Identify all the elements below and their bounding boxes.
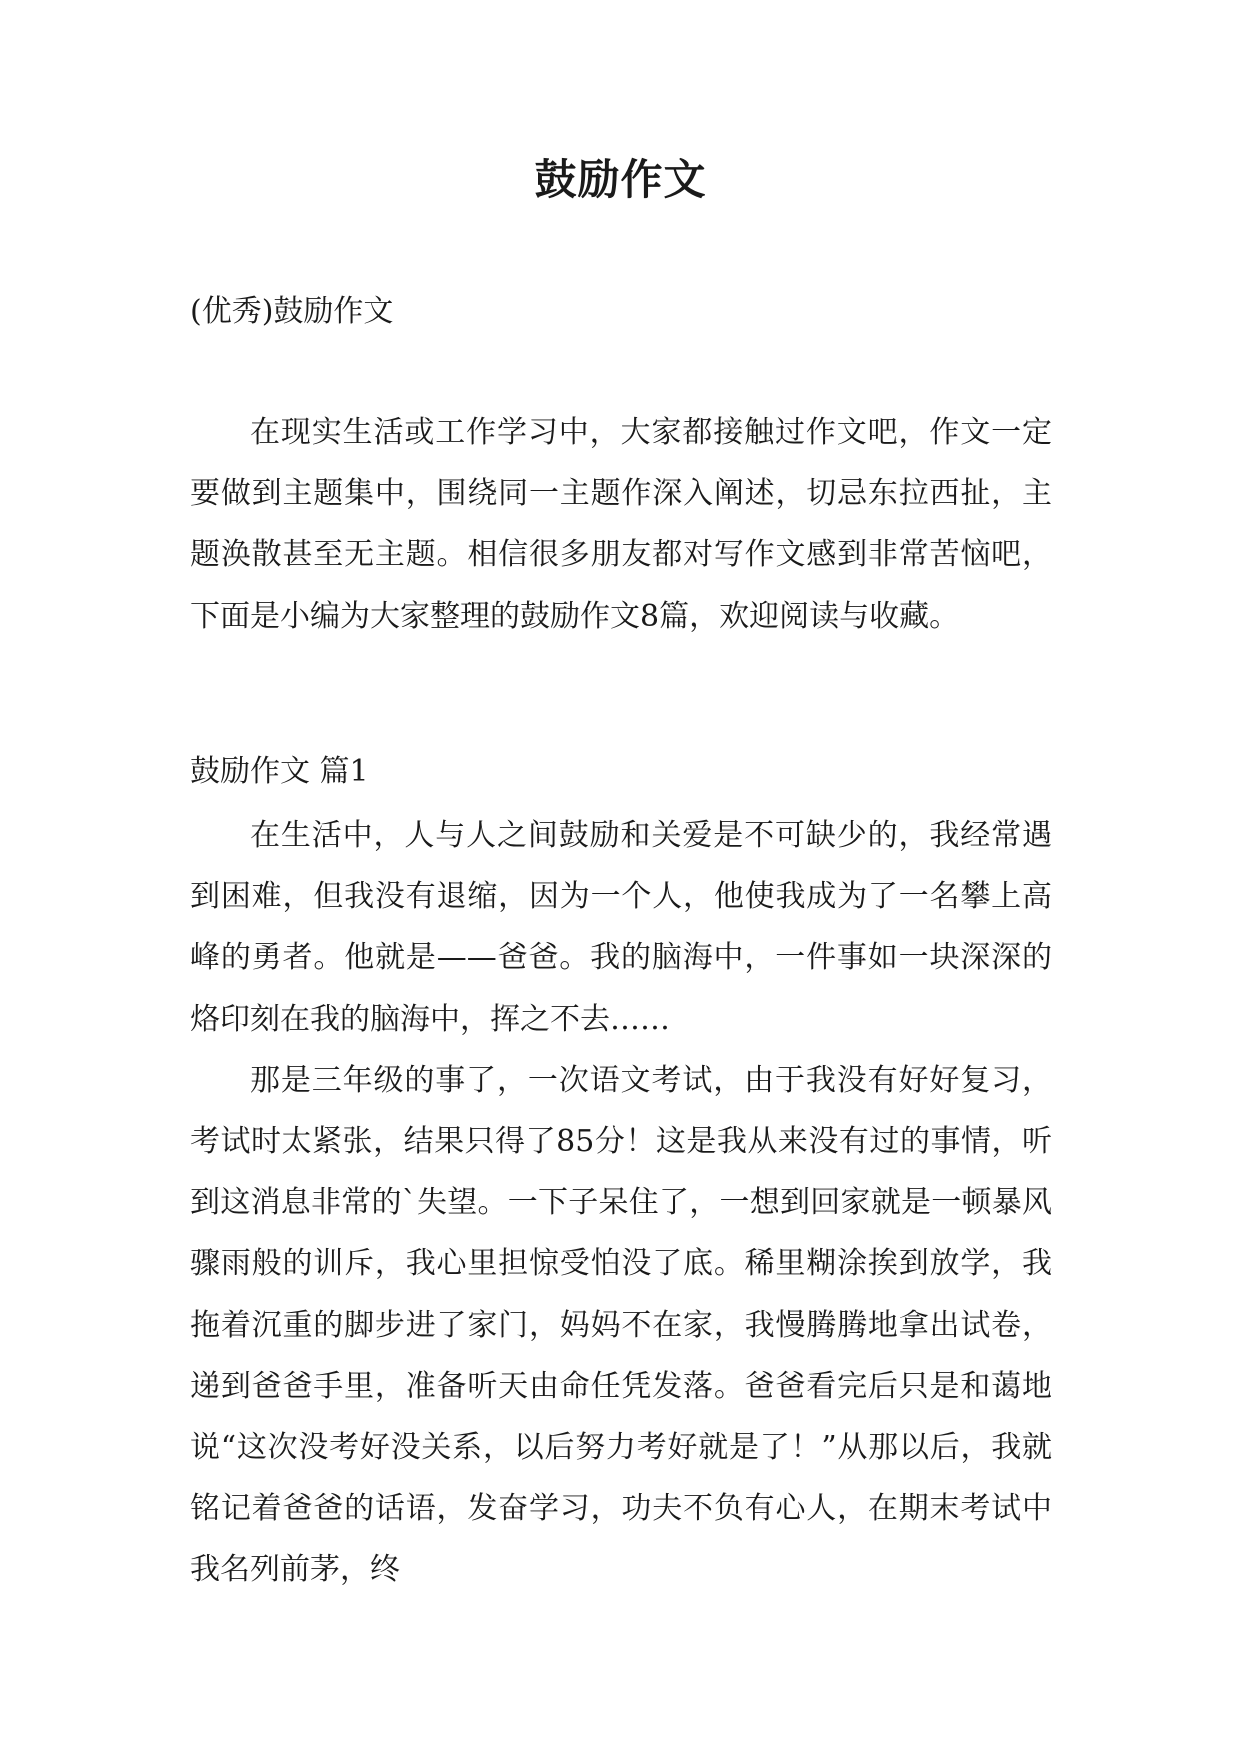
section-paragraph-1: 在生活中，人与人之间鼓励和关爱是不可缺少的，我经常遇到困难，但我没有退缩，因为一个人，他使我成为了一名攀上高峰的勇者。他就是——爸爸。我的脑海中，一件事如一块深深的烙印刻在我的脑海中，挥之不去…… <box>190 818 1052 1037</box>
document-subtitle: (优秀)鼓励作文 <box>190 294 394 329</box>
section-paragraph-2: 那是三年级的事了，一次语文考试，由于我没有好好复习，考试时太紧张，结果只得了85分！这是我从来没有过的事情，听到这消息非常的`失望。一下子呆住了，一想到回家就是一顿暴风骤雨般的训斥，我心里担惊受怕没了底。稀里糊涂挨到放学，我拖着沉重的脚步进了家门，妈妈不在家，我慢腾腾地拿出试卷，递到爸爸手里，准备听天由命任凭发落。爸爸看完后只是和蔼地说“这次没考好没关系，以后努力考好就是了！”从那以后，我就铭记着爸爸的话语，发奋学习，功夫不负有心人，在期末考试中我名列前茅，终 <box>190 1062 1052 1588</box>
section-heading: 鼓励作文 篇1 <box>190 754 369 789</box>
document-title: 鼓励作文 <box>534 155 707 204</box>
intro-paragraph: 在现实生活或工作学习中，大家都接触过作文吧，作文一定要做到主题集中，围绕同一主题作深入阐述，切忌东拉西扯，主题涣散甚至无主题。相信很多朋友都对写作文感到非常苦恼吧，下面是小编为大家整理的鼓励作文8篇，欢迎阅读与收藏。 <box>190 415 1052 634</box>
section-body <box>190 805 1052 1601</box>
